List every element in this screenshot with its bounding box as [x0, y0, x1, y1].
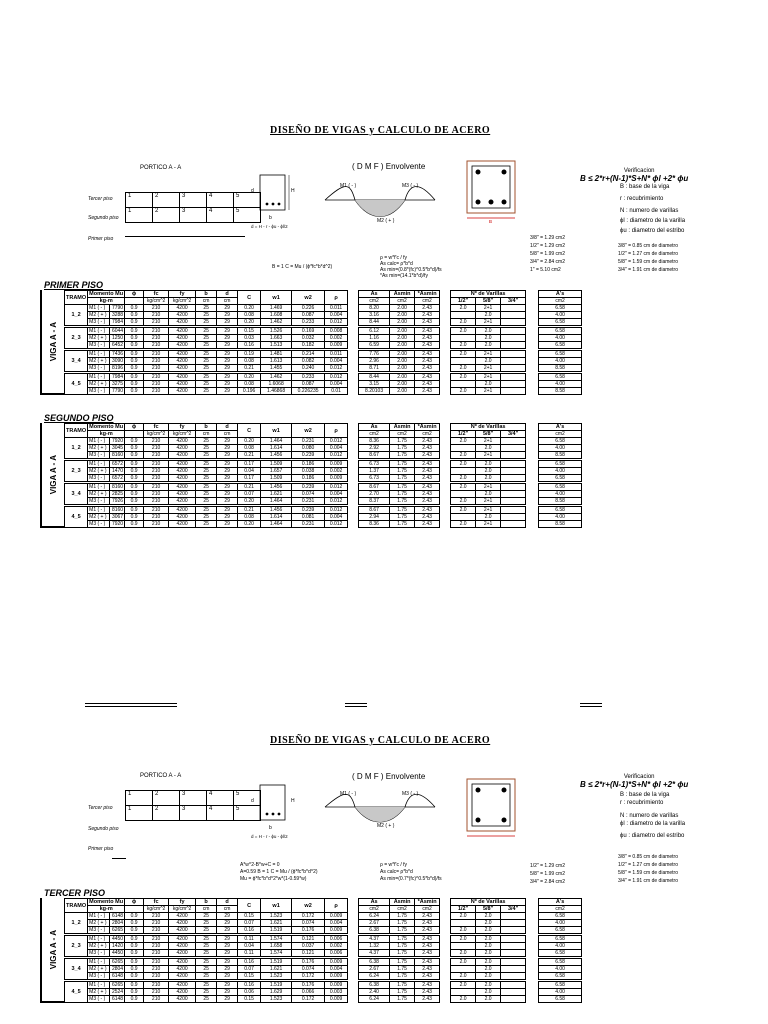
verif-list: B : base de la viga r : recubrimiento N : numero de varillas ϕl : diametro de la varilla ϕu : diametro del estribo — [620, 792, 686, 839]
as-prime-table: A's cm2 6.58 4.00 8.58 6.58 4.00 6.58 6.58 4.00 8.58 6.58 4.00 8.58 — [538, 423, 582, 528]
moment-label: M1 ( - ) — [88, 438, 110, 445]
col-w1: w1 — [261, 424, 292, 438]
tramo-cell: 4_5 — [65, 507, 88, 528]
col-c: C — [238, 424, 261, 438]
mu-value: 6148 — [109, 996, 124, 1003]
col-momento: Momento Mu — [89, 899, 124, 905]
moment-label: M3 ( - ) — [88, 388, 110, 395]
col-d: d — [217, 291, 238, 298]
moment-label: M1 ( - ) — [88, 374, 110, 381]
floor-label: Segundo piso — [88, 215, 119, 221]
moment-label: M2 ( + ) — [88, 920, 110, 927]
moment-label: M3 ( - ) — [88, 319, 110, 326]
separator-line — [580, 703, 602, 707]
mu-value: 3045 — [109, 445, 124, 452]
table-row: M3 ( - ) 6265 0.9 210 4200 25 29 0.16 1.519 0.176 0.009 — [65, 927, 348, 934]
moment-label: M3 ( - ) — [88, 950, 110, 957]
moment-label: M1 ( - ) — [88, 484, 110, 491]
mu-value: 7984 — [109, 374, 124, 381]
svg-text:b: b — [269, 215, 272, 221]
table-row: 1_2 M1 ( - ) 6148 0.9 210 4200 25 29 0.15 1.523 0.172 0.009 — [65, 913, 348, 920]
floor-line — [112, 858, 126, 859]
table-row: M2 ( + ) 3045 0.9 210 4200 25 29 0.08 1.614 0.080 0.004 — [65, 445, 348, 452]
table-row: M2 ( + ) 2804 0.9 210 4200 25 29 0.07 1.621 0.074 0.004 — [65, 920, 348, 927]
table-row: 1_2 M1 ( - ) 7790 0.9 210 4200 25 29 0.20 1.469 0.226 0.011 — [65, 305, 348, 312]
mu-value: 8160 — [109, 452, 124, 459]
moment-label: M2 ( + ) — [88, 312, 110, 319]
page-title: DISEÑO DE VIGAS y CALCULO DE ACERO — [270, 125, 491, 136]
table-row: M3 ( - ) 6148 0.9 210 4200 25 29 0.15 1.523 0.172 0.009 — [65, 996, 348, 1003]
mu-value: 6148 — [109, 973, 124, 980]
mu-value: 7926 — [109, 498, 124, 505]
table-row: M3 ( - ) 8160 0.9 210 4200 25 29 0.21 1.456 0.239 0.012 — [65, 452, 348, 459]
moment-label: M2 ( + ) — [88, 445, 110, 452]
table-row: M3 ( - ) 7790 0.9 210 4200 25 29 0.196 1.46868 0.226235 0.01 — [65, 388, 348, 395]
table-row: M2 ( + ) 3288 0.9 210 4200 25 29 0.08 1.608 0.087 0.004 — [65, 312, 348, 319]
bar-diameters: 3/8" = 0.85 cm de diametro 1/2" = 1.27 cm de diametro 5/8" = 1.59 cm de diametro 3/4" = 1.91 cm de diametro — [618, 243, 679, 273]
col-fc: fc — [144, 424, 169, 431]
tramo-cell: 1_2 — [65, 438, 88, 459]
as-prime-table: A's cm2 6.58 4.00 6.58 6.58 4.00 6.58 6.58 4.00 8.58 6.58 4.00 8.58 — [538, 290, 582, 395]
col-phi: ϕ — [125, 291, 144, 298]
section-segundo-piso — [40, 413, 582, 528]
mu-value: 7790 — [109, 305, 124, 312]
m2-label: M2 ( + ) — [377, 218, 395, 224]
table-row: M3 ( - ) 7984 0.9 210 4200 25 29 0.20 1.462 0.233 0.012 — [65, 319, 348, 326]
table-row: 2_3 M1 ( - ) 6044 0.9 210 4200 25 29 0.15 1.526 0.169 0.008 — [65, 328, 348, 335]
mu-value: 7920 — [109, 438, 124, 445]
table-row: M2 ( + ) 3090 0.9 210 4200 25 29 0.08 1.613 0.082 0.004 — [65, 358, 348, 365]
moment-label: M1 ( - ) — [88, 959, 110, 966]
col-d: d — [217, 424, 238, 431]
col-tramo: TRAMO — [65, 291, 88, 305]
svg-text:H: H — [291, 188, 295, 194]
col-momento: Momento Mu — [89, 424, 124, 430]
calc-table: TRAMO Momento Mu ϕ fc fy b d C w1 w2 ρ kg-m kg/cm^2 kg/cm^2 cm cm 1_2 M1 ( - ) 7790 0.9 210 4200 25 29 0.20 1.469 0.226 0.011 M2 ( + ) 3288 0.9 210 4200 25 29 0.08 1.608 0.087 0.004 M3 ( - ) 7984 0.9 210 4200 25 29 0.20 1.462 0.233 0.012 2_3 M1 ( - ) 6044 0.9 210 4200 25 29 0.15 1.526 0.169 0.008 M2 ( + ) 1250 0.9 210 4200 25 29 0.03 1.663 0.032 0.002 M3 ( - ) 6452 0.9 210 4200 25 29 0.16 1.513 0.182 0.009 3_4 M1 ( - ) 7436 0.9 210 4200 25 29 0.19 1.481 0.214 0.011 M2 ( + ) 3090 0.9 210 4200 25 29 0.08 1.613 0.082 0.004 M3 ( - ) 8196 0.9 210 4200 25 29 0.21 1.455 0.240 0.012 4_5 M1 ( - ) 7984 0.9 210 4200 25 29 0.20 1.462 0.233 0.012 M2 ( + ) 3275 0.9 210 4200 25 29 0.08 1.6068 0.087 0.004 M3 ( - ) 7790 0.9 210 4200 25 29 0.196 1.46868 0.226235 0.01 — [64, 290, 348, 395]
bars-table: Nº de Varillas 1/2" 5/8" 3/4" 2.0 2.0 2.0 2.0 2.0 2.0 2.0 2.0 2.0 2.0 2.0 2.0 2.0 2.0 2.0 2.0 2.0 2.0 2.0 2.0 — [450, 898, 526, 1003]
moment-label: M3 ( - ) — [88, 521, 110, 528]
calc-table: TRAMO Momento Mu ϕ fc fy b d C w1 w2 ρ kg-m kg/cm^2 kg/cm^2 cm cm 1_2 M1 ( - ) 7920 0.9 210 4200 25 29 0.20 1.464 0.231 0.012 M2 ( + ) 3045 0.9 210 4200 25 29 0.08 1.614 0.080 0.004 M3 ( - ) 8160 0.9 210 4200 25 29 0.21 1.456 0.239 0.012 2_3 M1 ( - ) 6572 0.9 210 4200 25 29 0.17 1.509 0.186 0.009 M2 ( + ) 1470 0.9 210 4200 25 29 0.04 1.657 0.038 0.002 M3 ( - ) 6572 0.9 210 4200 25 29 0.17 1.509 0.186 0.009 3_4 M1 ( - ) 8160 0.9 210 4200 25 29 0.21 1.456 0.239 0.012 M2 ( + ) 2825 0.9 210 4200 25 29 0.07 1.621 0.074 0.004 M3 ( - ) 7926 0.9 210 4200 25 29 0.20 1.464 0.231 0.012 4_5 M1 ( - ) 8160 0.9 210 4200 25 29 0.21 1.456 0.239 0.012 M2 ( + ) 3067 0.9 210 4200 25 29 0.08 1.614 0.081 0.004 M3 ( - ) 7920 0.9 210 4200 25 29 0.20 1.464 0.231 0.012 — [64, 423, 348, 528]
section-title: PRIMER PISO — [44, 280, 104, 290]
m1-label: M1 ( - ) — [340, 183, 357, 189]
col-momento: Momento Mu — [89, 291, 124, 297]
mu-value: 4450 — [109, 950, 124, 957]
col-tramo: TRAMO — [65, 899, 88, 913]
bar-areas: 3/8" = 1.29 cm2 1/2" = 1.29 cm2 5/8" = 1.99 cm2 3/4" = 2.84 cm2 1" = 5.10 cm2 — [530, 235, 565, 273]
floor-label: Tercer piso — [88, 196, 113, 202]
beam-label: VIGA A - A — [48, 321, 58, 362]
table-row: 4_5 M1 ( - ) 7984 0.9 210 4200 25 29 0.20 1.462 0.233 0.012 — [65, 374, 348, 381]
table-row: 3_4 M1 ( - ) 7436 0.9 210 4200 25 29 0.19 1.481 0.214 0.011 — [65, 351, 348, 358]
beam-section-diagram — [245, 170, 305, 232]
mu-value: 1470 — [109, 468, 124, 475]
moment-label: M2 ( + ) — [88, 381, 110, 388]
table-row: 2_3 M1 ( - ) 6572 0.9 210 4200 25 29 0.17 1.509 0.186 0.009 — [65, 461, 348, 468]
envelope-label: ( D M F ) Envolvente — [352, 772, 426, 781]
table-row: M3 ( - ) 6572 0.9 210 4200 25 29 0.17 1.509 0.186 0.009 — [65, 475, 348, 482]
tramo-cell: 2_3 — [65, 328, 88, 349]
svg-text:M2 ( + ): M2 ( + ) — [377, 823, 395, 829]
mu-value: 7920 — [109, 521, 124, 528]
steel-area-table: As Asmin *Asmin cm2 cm2 cm2 8.36 1.75 2.43 2.92 1.75 2.43 8.67 1.75 2.43 6.73 1.75 2.43 1.37 1.75 2.43 6.73 1.75 2.43 8.67 1.75 2.43 2.70 1.75 2.43 8.37 1.75 2.43 8.67 1.75 2.43 2.94 1.75 2.43 8.36 1.75 2.43 — [358, 423, 440, 528]
svg-text:d = H - r - ϕu - ϕl/2: d = H - r - ϕu - ϕl/2 — [251, 224, 288, 229]
first-floor-beam — [125, 236, 245, 253]
steel-area-table: As Asmin *Asmin cm2 cm2 cm2 6.24 1.75 2.43 2.67 1.75 2.43 6.38 1.75 2.43 4.37 1.75 2.43 1.32 1.75 2.43 4.37 1.75 2.43 6.38 1.75 2.43 2.67 1.75 2.43 6.24 1.75 2.43 6.38 1.75 2.43 2.40 1.75 2.43 6.24 1.75 2.43 — [358, 898, 440, 1003]
tramo-cell: 4_5 — [65, 982, 88, 1003]
col-c: C — [238, 291, 261, 305]
moment-label: M2 ( + ) — [88, 966, 110, 973]
separator-line — [85, 703, 177, 707]
table-row: M3 ( - ) 6148 0.9 210 4200 25 29 0.15 1.523 0.172 0.009 — [65, 973, 348, 980]
verificacion-box: Verificacion B ≤ 2*r+(N-1)*S+N* ϕl +2* ϕu — [580, 774, 689, 789]
portico-label: PORTICO A - A — [140, 165, 182, 171]
moment-label: M1 ( - ) — [88, 507, 110, 514]
mu-value: 6044 — [109, 328, 124, 335]
table-row: 4_5 M1 ( - ) 8160 0.9 210 4200 25 29 0.21 1.456 0.239 0.012 — [65, 507, 348, 514]
moment-label: M2 ( + ) — [88, 468, 110, 475]
col-tramo: TRAMO — [65, 424, 88, 438]
table-row: M2 ( + ) 3067 0.9 210 4200 25 29 0.08 1.614 0.081 0.004 — [65, 514, 348, 521]
table-row: M2 ( + ) 1250 0.9 210 4200 25 29 0.03 1.663 0.032 0.002 — [65, 335, 348, 342]
mu-value: 7790 — [109, 388, 124, 395]
tramo-cell: 1_2 — [65, 913, 88, 934]
table-row: M2 ( + ) 1420 0.9 210 4200 25 29 0.04 1.658 0.037 0.002 — [65, 943, 348, 950]
mu-value: 2825 — [109, 491, 124, 498]
section-title: SEGUNDO PISO — [44, 413, 114, 423]
table-row: M2 ( + ) 2804 0.9 210 4200 25 29 0.07 1.621 0.074 0.004 — [65, 966, 348, 973]
col-rho: ρ — [325, 291, 348, 305]
tramo-cell: 2_3 — [65, 461, 88, 482]
beam-label: VIGA A - A — [48, 929, 58, 970]
section-primer-piso — [40, 280, 582, 395]
moment-label: M1 ( - ) — [88, 936, 110, 943]
tramo-cell: 1_2 — [65, 305, 88, 326]
mu-value: 6452 — [109, 342, 124, 349]
table-row: M2 ( + ) 2825 0.9 210 4200 25 29 0.07 1.621 0.074 0.004 — [65, 491, 348, 498]
table-row: M2 ( + ) 1470 0.9 210 4200 25 29 0.04 1.657 0.038 0.002 — [65, 468, 348, 475]
col-fy: fy — [169, 424, 196, 431]
mu-value: 1420 — [109, 943, 124, 950]
section-tercer-piso — [40, 888, 582, 1003]
portico-frame: 1 2 3 4 5 1 2 3 4 5 — [125, 790, 261, 821]
table-row: 1_2 M1 ( - ) 7920 0.9 210 4200 25 29 0.20 1.464 0.231 0.012 — [65, 438, 348, 445]
moment-label: M3 ( - ) — [88, 452, 110, 459]
mu-value: 6265 — [109, 982, 124, 989]
table-row: M2 ( + ) 2524 0.9 210 4200 25 29 0.06 1.629 0.066 0.003 — [65, 989, 348, 996]
svg-text:M3 ( - ): M3 ( - ) — [402, 791, 419, 797]
mu-value: 6572 — [109, 475, 124, 482]
moment-envelope-diagram — [320, 172, 440, 232]
col-b: b — [196, 899, 217, 906]
col-fy: fy — [169, 899, 196, 906]
mu-value: 6265 — [109, 959, 124, 966]
tramo-cell: 3_4 — [65, 351, 88, 372]
beam-section-diagram — [245, 780, 305, 842]
mu-value: 1250 — [109, 335, 124, 342]
table-row: 3_4 M1 ( - ) 8160 0.9 210 4200 25 29 0.21 1.456 0.239 0.012 — [65, 484, 348, 491]
moment-label: M3 ( - ) — [88, 996, 110, 1003]
col-rho: ρ — [325, 899, 348, 913]
calc-table: TRAMO Momento Mu ϕ fc fy b d C w1 w2 ρ kg-m kg/cm^2 kg/cm^2 cm cm 1_2 M1 ( - ) 6148 0.9 210 4200 25 29 0.15 1.523 0.172 0.009 M2 ( + ) 2804 0.9 210 4200 25 29 0.07 1.621 0.074 0.004 M3 ( - ) 6265 0.9 210 4200 25 29 0.16 1.519 0.176 0.009 2_3 M1 ( - ) 4450 0.9 210 4200 25 29 0.11 1.574 0.121 0.006 M2 ( + ) 1420 0.9 210 4200 25 29 0.04 1.658 0.037 0.002 M3 ( - ) 4450 0.9 210 4200 25 29 0.11 1.574 0.121 0.006 3_4 M1 ( - ) 6265 0.9 210 4200 25 29 0.16 1.519 0.176 0.009 M2 ( + ) 2804 0.9 210 4200 25 29 0.07 1.621 0.074 0.004 M3 ( - ) 6148 0.9 210 4200 25 29 0.15 1.523 0.172 0.009 4_5 M1 ( - ) 6265 0.9 210 4200 25 29 0.16 1.519 0.176 0.009 M2 ( + ) 2524 0.9 210 4200 25 29 0.06 1.629 0.066 0.003 M3 ( - ) 6148 0.9 210 4200 25 29 0.15 1.523 0.172 0.009 — [64, 898, 348, 1003]
table-row: 3_4 M1 ( - ) 6265 0.9 210 4200 25 29 0.16 1.519 0.176 0.009 — [65, 959, 348, 966]
grid-node: 1 — [126, 193, 153, 208]
mu-value: 3275 — [109, 381, 124, 388]
mu-value: 3288 — [109, 312, 124, 319]
svg-text:d = H - r - ϕu - ϕl/2: d = H - r - ϕu - ϕl/2 — [251, 834, 288, 839]
floor-label: Segundo piso — [88, 826, 119, 832]
table-row: M3 ( - ) 4450 0.9 210 4200 25 29 0.11 1.574 0.121 0.006 — [65, 950, 348, 957]
rebar-section-diagram — [462, 158, 522, 224]
table-row: 4_5 M1 ( - ) 6265 0.9 210 4200 25 29 0.16 1.519 0.176 0.009 — [65, 982, 348, 989]
verificacion-box — [580, 167, 689, 183]
moment-label: M3 ( - ) — [88, 498, 110, 505]
moment-label: M2 ( + ) — [88, 335, 110, 342]
mu-value: 6265 — [109, 927, 124, 934]
mu-value: 6148 — [109, 913, 124, 920]
mu-value: 7984 — [109, 319, 124, 326]
mu-value: 8196 — [109, 365, 124, 372]
col-phi: ϕ — [125, 899, 144, 906]
page-title: DISEÑO DE VIGAS y CALCULO DE ACERO — [270, 735, 491, 746]
moment-label: M1 ( - ) — [88, 982, 110, 989]
mu-value: 8160 — [109, 507, 124, 514]
col-w1: w1 — [261, 291, 292, 305]
col-w2: w2 — [292, 424, 325, 438]
bars-table: Nº de Varillas 1/2" 5/8" 3/4" 2.0 2+1 2.0 2.0 2+1 2.0 2.0 2.0 2.0 2.0 2.0 2+1 2.0 2.0 2+1 2.0 2+1 2.0 2.0 2+1 — [450, 290, 526, 395]
separator-line — [345, 703, 367, 707]
floor-label: Tercer piso — [88, 805, 113, 811]
table-row: M3 ( - ) 6452 0.9 210 4200 25 29 0.16 1.513 0.182 0.009 — [65, 342, 348, 349]
svg-text:d: d — [251, 188, 254, 194]
tramo-cell: 3_4 — [65, 484, 88, 505]
section-title: TERCER PISO — [44, 888, 106, 898]
moment-label: M2 ( + ) — [88, 989, 110, 996]
bar-diameters: 3/8" = 0.85 cm de diametro 1/2" = 1.27 cm de diametro 5/8" = 1.59 cm de diametro 3/4" = 1.91 cm de diametro — [618, 854, 679, 884]
moment-label: M1 ( - ) — [88, 351, 110, 358]
table-row: M3 ( - ) 8196 0.9 210 4200 25 29 0.21 1.455 0.240 0.012 — [65, 365, 348, 372]
beam-label: VIGA A - A — [48, 454, 58, 495]
svg-text:B: B — [489, 219, 493, 224]
moment-label: M2 ( + ) — [88, 514, 110, 521]
table-row: 2_3 M1 ( - ) 4450 0.9 210 4200 25 29 0.11 1.574 0.121 0.006 — [65, 936, 348, 943]
col-fc: fc — [144, 291, 169, 298]
mu-value: 6572 — [109, 461, 124, 468]
table-row: M2 ( + ) 3275 0.9 210 4200 25 29 0.08 1.6068 0.087 0.004 — [65, 381, 348, 388]
mu-value: 8160 — [109, 484, 124, 491]
svg-text:H: H — [291, 798, 295, 804]
col-w1: w1 — [261, 899, 292, 913]
moment-label: M3 ( - ) — [88, 973, 110, 980]
verif-list: B : base de la viga r : recubrimiento N : numero de varillas ϕl : diametro de la varilla ϕu : diametro del estribo — [620, 184, 686, 234]
portico-frame: 1 2 3 4 5 1 2 3 4 5 — [125, 192, 261, 243]
m3-label: M3 ( - ) — [402, 183, 419, 189]
col-w2: w2 — [292, 899, 325, 913]
svg-text:d: d — [251, 798, 254, 804]
col-b: b — [196, 291, 217, 298]
moment-label: M1 ( - ) — [88, 913, 110, 920]
col-b: b — [196, 424, 217, 431]
quadratic-equations: A*w^2-B*w+C = 0 A=0.59 B = 1 C = Mu / (ϕ*fc*b*d^2) Mu = ϕ*fc*b*d^2*w*(1-0.59*w) — [240, 862, 318, 882]
col-rho: ρ — [325, 424, 348, 438]
floor-label: Primer piso — [88, 236, 114, 242]
col-fc: fc — [144, 899, 169, 906]
moment-envelope-diagram — [320, 782, 440, 837]
moment-label: M1 ( - ) — [88, 305, 110, 312]
moment-label: M3 ( - ) — [88, 342, 110, 349]
col-fy: fy — [169, 291, 196, 298]
mu-value: 3067 — [109, 514, 124, 521]
table-row: M3 ( - ) 7920 0.9 210 4200 25 29 0.20 1.464 0.231 0.012 — [65, 521, 348, 528]
moment-label: M1 ( - ) — [88, 461, 110, 468]
tramo-cell: 3_4 — [65, 959, 88, 980]
portico-label: PORTICO A - A — [140, 773, 182, 779]
moment-label: M1 ( - ) — [88, 328, 110, 335]
mu-value: 2524 — [109, 989, 124, 996]
steel-area-table: As Asmin *Asmin cm2 cm2 cm2 8.20 2.00 2.43 3.16 2.00 2.43 8.44 2.00 2.43 6.12 2.00 2.43 1.16 2.00 2.43 6.59 2.00 2.43 7.76 2.00 2.43 2.96 2.00 2.43 8.71 2.00 2.43 8.44 2.00 2.43 3.15 2.00 2.43 8.20103 2.00 2.43 — [358, 290, 440, 395]
mu-value: 2804 — [109, 966, 124, 973]
coef-equation: B = 1 C = Mu / (ϕ*fc*b*d^2) — [272, 264, 333, 270]
col-w2: w2 — [292, 291, 325, 305]
table-row: M3 ( - ) 7926 0.9 210 4200 25 29 0.20 1.464 0.231 0.012 — [65, 498, 348, 505]
col-d: d — [217, 899, 238, 906]
mu-value: 2804 — [109, 920, 124, 927]
col-c: C — [238, 899, 261, 913]
rebar-section-diagram — [462, 776, 522, 842]
moment-label: M2 ( + ) — [88, 943, 110, 950]
steel-equations: ρ = w*f'c / fy As calc= ρ*b*d As min=(0.8*(fc)^0.5*b*d)/fs *As min=(14.1*b*d)/fy — [380, 255, 442, 279]
mu-value: 3090 — [109, 358, 124, 365]
bars-table: Nº de Varillas 1/2" 5/8" 3/4" 2.0 2+1 2.0 2.0 2+1 2.0 2.0 2.0 2.0 2.0 2.0 2+1 2.0 2.0 2+1 2.0 2+1 2.0 2.0 2+1 — [450, 423, 526, 528]
moment-label: M3 ( - ) — [88, 927, 110, 934]
moment-label: M2 ( + ) — [88, 358, 110, 365]
svg-text:M1 ( - ): M1 ( - ) — [340, 791, 357, 797]
floor-label: Primer piso — [88, 846, 114, 852]
tramo-cell: 2_3 — [65, 936, 88, 957]
envelope-label: ( D M F ) Envolvente — [352, 162, 426, 171]
steel-equations: ρ = w*f'c / fy As calc= ρ*b*d As min=(0.7*(fc)^0.5*b*d)/fs — [380, 862, 442, 882]
mu-value: 7436 — [109, 351, 124, 358]
as-prime-table: A's cm2 6.58 4.00 6.58 6.58 4.00 6.58 6.58 4.00 6.58 6.58 4.00 6.58 — [538, 898, 582, 1003]
moment-label: M2 ( + ) — [88, 491, 110, 498]
tramo-cell: 4_5 — [65, 374, 88, 395]
col-phi: ϕ — [125, 424, 144, 431]
svg-text:b: b — [269, 825, 272, 831]
moment-label: M3 ( - ) — [88, 365, 110, 372]
mu-value: 4450 — [109, 936, 124, 943]
verif-title: Verificacion — [623, 168, 655, 174]
verif-formula: B ≤ 2*r+(N-1)*S+N* ϕl +2* ϕu — [580, 174, 689, 183]
moment-label: M3 ( - ) — [88, 475, 110, 482]
bar-areas: 1/2" = 1.29 cm2 5/8" = 1.99 cm2 3/4" = 2.84 cm2 — [530, 863, 565, 885]
